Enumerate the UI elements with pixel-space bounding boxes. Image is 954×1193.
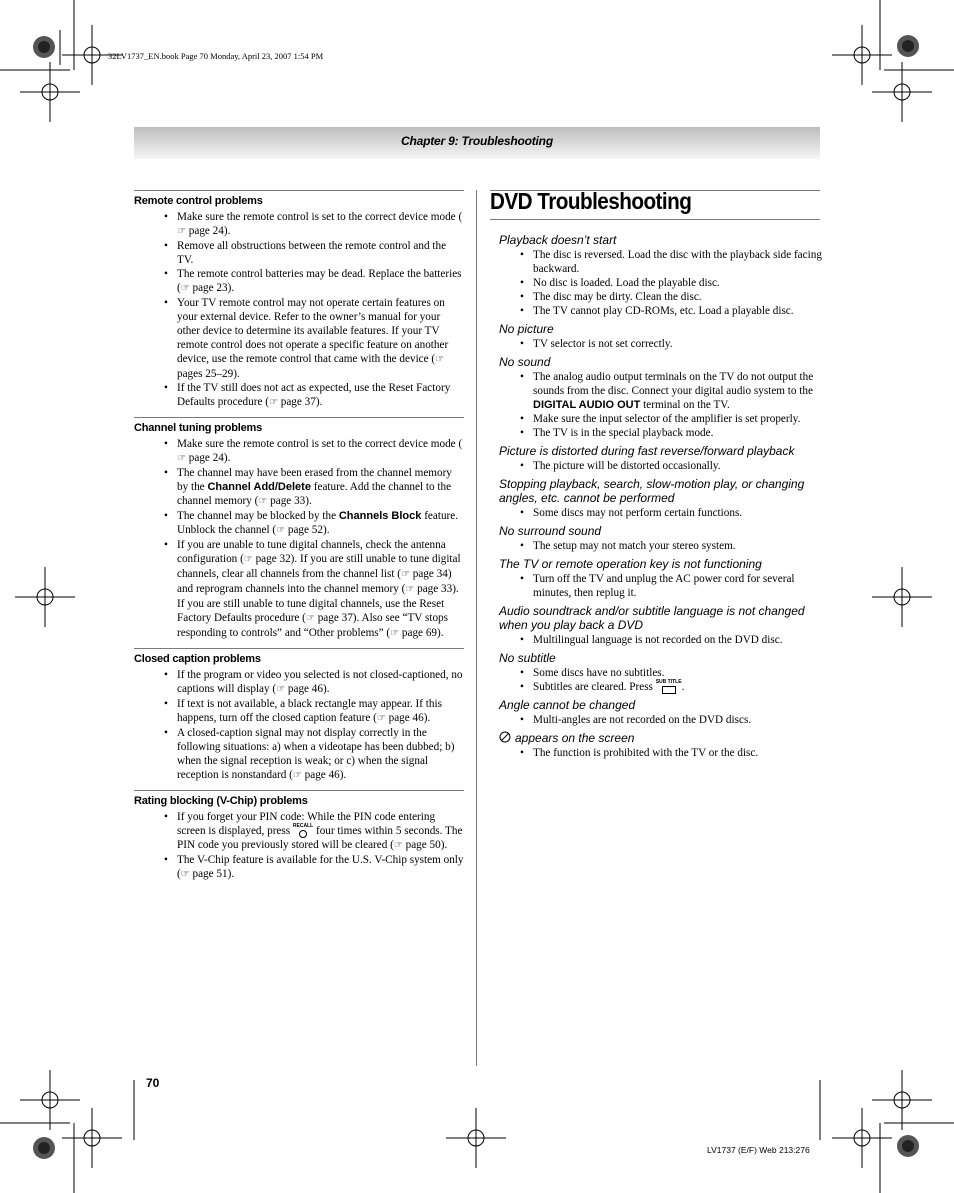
sub-title-button-icon <box>656 680 682 694</box>
dvd-heading-text: Picture is distorted during fast reverse/forward playback <box>499 444 795 458</box>
list-item <box>499 713 824 727</box>
bullet-list <box>499 248 824 318</box>
item-text: page 46). <box>285 683 330 695</box>
list-item <box>134 668 464 697</box>
page-ref-icon: ☞ <box>268 397 278 408</box>
list-item <box>134 267 464 296</box>
button-label: SUB TITLE <box>655 679 682 686</box>
right-column <box>499 233 824 760</box>
bullet-list <box>499 746 824 760</box>
list-item <box>499 370 824 412</box>
list-item <box>499 426 824 440</box>
item-text: terminal on the TV. <box>640 399 730 411</box>
list-item <box>499 746 824 760</box>
dvd-heading-text: Stopping playback, search, slow-motion play, or changing angles, etc. cannot be performed <box>499 477 805 505</box>
troubleshoot-section <box>134 190 464 410</box>
list-item <box>134 437 464 466</box>
bullet-list <box>134 668 464 783</box>
page-ref-icon: ☞ <box>400 569 410 580</box>
item-text: page 32). If you are still unable to tune digital channels, clear all channels from the channel list ( <box>177 553 461 580</box>
bullet-list <box>499 539 824 553</box>
item-text: page 34) and reprogram channels into the channel memory ( <box>177 568 452 595</box>
item-text: The analog audio output terminals on the TV do not output the sounds from the disc. Connect your digital audio system to the <box>533 371 814 397</box>
item-text: page 50). <box>402 839 448 852</box>
item-text: The setup may not match your stereo system. <box>533 540 736 552</box>
item-text: page 51). <box>189 868 235 881</box>
bullet-list <box>134 437 464 641</box>
bullet-list <box>499 337 824 351</box>
list-item <box>134 210 464 239</box>
item-text: page 33). If you are still unable to tune digital channels, use the Reset Factory Defaults procedure ( <box>177 583 459 624</box>
list-item <box>499 459 824 473</box>
item-text: Some discs have no subtitles. <box>533 667 665 679</box>
item-text: Make sure the remote control is set to the correct device mode ( <box>177 438 463 450</box>
bullet-list <box>134 210 464 410</box>
item-text: four times within 5 seconds. The PIN code you previously stored will be cleared ( <box>177 825 463 852</box>
page-ref-icon: ☞ <box>180 869 190 881</box>
dvd-heading-text: Angle cannot be changed <box>499 698 636 713</box>
list-item <box>499 666 824 680</box>
item-text: Make sure the remote control is set to the correct device mode ( <box>177 211 463 223</box>
dvd-heading-text: No subtitle <box>499 651 556 665</box>
item-text: feature. Add the channel to the channel memory ( <box>177 481 452 507</box>
item-text: page 37). Also see “TV stops responding to controls” and “Other problems” ( <box>177 612 448 639</box>
menu-term: Channel Add/Delete <box>207 481 311 493</box>
dvd-heading-text: Playback doesn’t start <box>499 233 617 247</box>
dvd-heading-text: appears on the screen <box>515 731 635 746</box>
item-text: The V-Chip feature is available for the U.S. V-Chip system only ( <box>177 854 464 881</box>
item-text: If text is not available, a black rectangle may appear. If this happens, turn off the closed caption feature ( <box>177 698 442 724</box>
item-text: A closed-caption signal may not display correctly in the following situations: a) when a videotape has been dubbed; b) when the signal reception is weak; or c) when the signal reception is nonstandard ( <box>177 727 455 781</box>
item-text: The disc is reversed. Load the disc with the playback side facing backward. <box>533 249 822 275</box>
troubleshoot-section <box>134 417 464 641</box>
page-number: 70 <box>146 1076 160 1090</box>
item-text: feature. Unblock the channel ( <box>177 510 459 536</box>
bullet-list <box>499 370 824 440</box>
left-column <box>134 190 464 889</box>
button-shape <box>299 830 307 838</box>
list-item <box>499 539 824 553</box>
item-text: Remove all obstructions between the remote control and the TV. <box>177 240 447 266</box>
button-label: RECALL <box>292 823 314 830</box>
bullet-list <box>499 666 824 694</box>
bullet-list <box>499 572 824 600</box>
item-text: page 69). <box>399 627 444 639</box>
page-ref-icon: ☞ <box>177 453 186 464</box>
list-item <box>134 381 464 410</box>
section-heading: Remote control problems <box>134 195 263 207</box>
item-text: The remote control batteries may be dead. Replace the batteries ( <box>177 268 462 294</box>
page-ref-icon: ☞ <box>390 628 400 639</box>
troubleshoot-section <box>134 648 464 783</box>
item-text: The picture will be distorted occasionally. <box>533 460 721 472</box>
page-ref-icon: ☞ <box>376 713 386 724</box>
item-text: If you are unable to tune digital channels, check the antenna configuration ( <box>177 539 446 565</box>
list-item <box>134 239 464 267</box>
menu-term: DIGITAL AUDIO OUT <box>533 399 641 411</box>
page-ref-icon: ☞ <box>258 496 268 507</box>
section-heading: Closed caption problems <box>134 653 261 665</box>
dvd-section-heading <box>499 524 824 538</box>
dvd-section-heading <box>499 444 824 458</box>
item-text: The disc may be dirty. Clean the disc. <box>533 291 702 303</box>
dvd-title-rule-bottom <box>490 219 820 220</box>
file-info: 32LV1737_EN.book Page 70 Monday, April 23, 2007 1:54 PM <box>108 51 324 61</box>
list-item <box>499 248 824 276</box>
item-text: page 46). <box>385 712 431 724</box>
recall-button-icon <box>293 824 313 838</box>
dvd-section-heading <box>499 604 824 632</box>
dvd-title: DVD Troubleshooting <box>490 188 692 214</box>
list-item <box>134 509 464 538</box>
item-text: The TV is in the special playback mode. <box>533 427 714 439</box>
item-text: page 52). <box>285 524 330 536</box>
item-text: The TV cannot play CD-ROMs, etc. Load a playable disc. <box>533 305 794 317</box>
item-text: page 46). <box>301 769 347 781</box>
list-item <box>499 572 824 600</box>
item-text: If the TV still does not act as expected, use the Reset Factory Defaults procedure ( <box>177 382 451 408</box>
list-item <box>499 304 824 318</box>
item-text: pages 25–29). <box>177 368 240 380</box>
item-text: If you forget your PIN code: While the PIN code entering screen is displayed, press <box>177 811 436 837</box>
page-ref-icon: ☞ <box>435 354 445 365</box>
item-text: Make sure the input selector of the amplifier is set properly. <box>533 413 801 425</box>
item-text: TV selector is not set correctly. <box>533 338 673 350</box>
item-text: The channel may have been erased from the channel memory by the <box>177 467 452 493</box>
list-item <box>499 337 824 351</box>
item-text: . <box>681 681 685 693</box>
list-item <box>499 412 824 426</box>
list-item <box>499 290 824 304</box>
footer-code: LV1737 (E/F) Web 213:276 <box>707 1145 810 1155</box>
dvd-section-heading <box>499 355 824 369</box>
list-item <box>134 810 464 853</box>
dvd-heading-text: No picture <box>499 322 554 336</box>
list-item <box>134 466 464 509</box>
list-item <box>499 633 824 647</box>
item-text: No disc is loaded. Load the playable disc. <box>533 277 720 289</box>
list-item <box>134 296 464 381</box>
column-divider <box>476 190 477 1066</box>
dvd-section-heading <box>499 731 824 745</box>
page-ref-icon: ☞ <box>180 283 190 294</box>
button-shape <box>662 686 676 694</box>
troubleshoot-section <box>134 790 464 882</box>
list-item <box>134 697 464 726</box>
item-text: page 24). <box>185 225 231 237</box>
menu-term: Channels Block <box>338 510 422 522</box>
dvd-heading-text: No surround sound <box>499 524 602 538</box>
dvd-heading-text: Audio soundtrack and/or subtitle language is not changed when you play back a DVD <box>499 604 805 632</box>
bullet-list <box>499 459 824 473</box>
dvd-section-heading <box>499 698 824 712</box>
page-ref-icon: ☞ <box>276 684 286 695</box>
page-ref-icon: ☞ <box>243 554 253 565</box>
page-ref-icon: ☞ <box>276 525 286 536</box>
chapter-title: Chapter 9: Troubleshooting <box>401 134 553 148</box>
page-ref-icon: ☞ <box>177 226 186 237</box>
prohibited-icon <box>499 731 515 745</box>
page-ref-icon: ☞ <box>393 840 403 852</box>
item-text: If the program or video you selected is not closed-captioned, no captions will display ( <box>177 669 463 695</box>
bullet-list <box>499 713 824 727</box>
item-text: page 24). <box>185 452 231 464</box>
bullet-list <box>499 633 824 647</box>
dvd-section-heading <box>499 322 824 336</box>
item-text: Some discs may not perform certain functions. <box>533 507 743 519</box>
list-item <box>134 538 464 641</box>
bullet-list <box>499 506 824 520</box>
dvd-section-heading <box>499 477 824 505</box>
dvd-heading-text: The TV or remote operation key is not functioning <box>499 557 762 571</box>
dvd-section-heading <box>499 233 824 247</box>
item-text: Multi-angles are not recorded on the DVD discs. <box>533 714 752 727</box>
bullet-list <box>134 810 464 882</box>
dvd-section-heading <box>499 557 824 571</box>
list-item <box>499 680 824 694</box>
dvd-heading-text: No sound <box>499 355 551 369</box>
list-item <box>499 506 824 520</box>
item-text: Multilingual language is not recorded on the DVD disc. <box>533 634 783 646</box>
item-text: page 37). <box>277 396 323 408</box>
item-text: Subtitles are cleared. Press <box>533 681 656 693</box>
dvd-section-heading <box>499 651 824 665</box>
section-heading: Channel tuning problems <box>134 422 263 434</box>
item-text: page 23). <box>189 282 235 294</box>
item-text: The channel may be blocked by the <box>177 510 339 522</box>
page-ref-icon: ☞ <box>305 613 315 624</box>
section-heading: Rating blocking (V-Chip) problems <box>134 795 308 807</box>
item-text: page 33). <box>267 495 312 507</box>
list-item <box>134 853 464 882</box>
page-ref-icon: ☞ <box>405 584 415 595</box>
page-ref-icon: ☞ <box>292 770 302 781</box>
list-item <box>134 726 464 783</box>
item-text: Turn off the TV and unplug the AC power cord for several minutes, then replug it. <box>533 573 795 599</box>
item-text: Your TV remote control may not operate certain features on your external device. Refer to the owner’s manual for your other device to determine its available features. If your TV remote control does not operate a specific feature on another device, use the remote control that came with the device ( <box>177 297 449 365</box>
list-item <box>499 276 824 290</box>
item-text: The function is prohibited with the TV or the disc. <box>533 747 759 760</box>
